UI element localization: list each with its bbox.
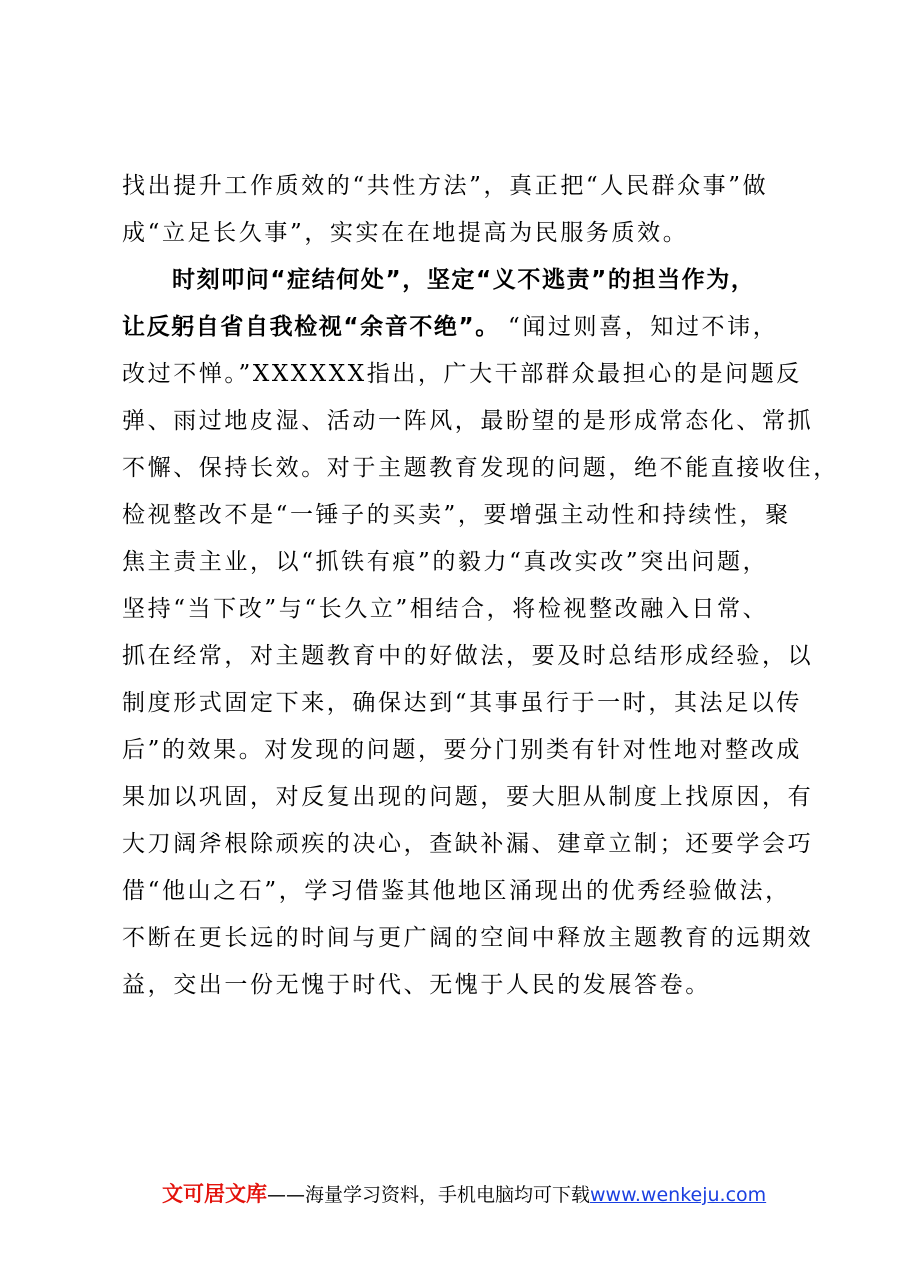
paragraph-line: 益，交出一份无愧于时代、无愧于人民的发展答卷。: [122, 972, 711, 998]
paragraph-line: 果加以巩固，对反复出现的问题，要大胆从制度上找原因，有: [122, 784, 814, 810]
paragraph-line: 不懈、保持长效。对于主题教育发现的问题，绝不能直接收住，: [122, 455, 839, 481]
paragraph-line: 改过不惮。”XXXXXX指出，广大干部群众最担心的是问题反: [122, 361, 802, 387]
paragraph-line: 找出提升工作质效的“共性方法”，真正把“人民群众事”做: [122, 173, 769, 199]
paragraph-line: 成“立足长久事”，实实在在地提高为民服务质效。: [122, 220, 689, 246]
paragraph-line: 焦主责主业，以“抓铁有痕”的毅力“真改实改”突出问题，: [122, 549, 769, 575]
website-link[interactable]: www.wenkeju.com: [590, 1184, 767, 1206]
paragraph-line: 抓在经常，对主题教育中的好做法，要及时总结形成经验，以: [122, 643, 814, 669]
section-heading-line: 让反躬自省自我检视“余音不绝”。: [122, 314, 500, 340]
paragraph-line: 大刀阔斧根除顽疾的决心，查缺补漏、建章立制；还要学会巧: [122, 831, 814, 857]
paragraph-line: 坚持“当下改”与“长久立”相结合，将检视整改融入日常、: [122, 596, 769, 622]
paragraph-line: “闻过则喜，知过不讳，: [508, 314, 779, 340]
paragraph-line: 制度形式固定下来，确保达到“其事虽行于一时，其法足以传: [122, 690, 802, 716]
footer-banner: [162, 1181, 766, 1208]
paragraph-line: 不断在更长远的时间与更广阔的空间中释放主题教育的远期效: [122, 925, 814, 951]
paragraph-line: 检视整改不是“一锤子的买卖”，要增强主动性和持续性，聚: [122, 502, 791, 528]
paragraph-line: 借“他山之石”，学习借鉴其他地区涌现出的优秀经验做法，: [122, 878, 791, 904]
paragraph-line: 弹、雨过地皮湿、活动一阵风，最盼望的是形成常态化、常抓: [122, 408, 814, 434]
brand-name: 文可居文库: [162, 1182, 267, 1206]
footer-tagline: ——海量学习资料，手机电脑均可下载: [267, 1184, 591, 1206]
paragraph-line: 后”的效果。对发现的问题，要分门别类有针对性地对整改成: [122, 737, 802, 763]
section-heading-line: 时刻叩问“症结何处”，坚定“义不逃责”的担当作为，: [172, 267, 756, 293]
